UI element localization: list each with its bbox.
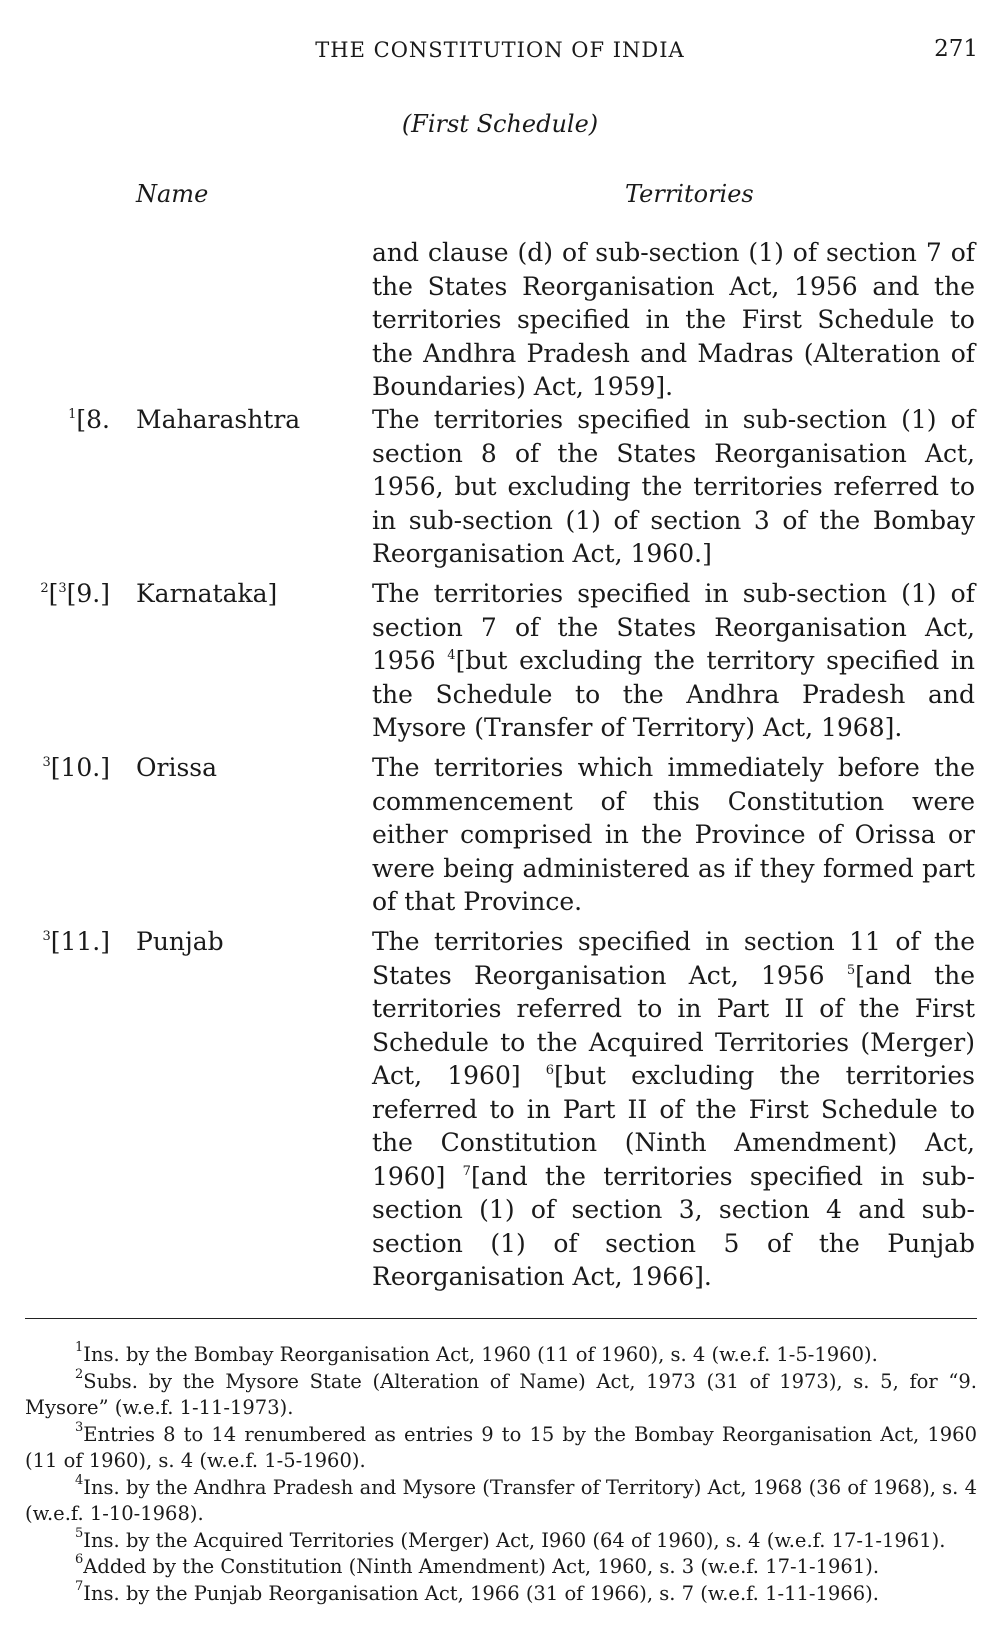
footnote-marker: 2 (40, 581, 49, 596)
footnote-mark: 3 (75, 1419, 84, 1435)
footnote-marker: 1 (68, 407, 77, 422)
footnote-marker: 6 (545, 1063, 555, 1078)
territories-text-part: [and the territories referred to in Part II of the First Schedule to the Acquired Territories (Merger) Act, 1960] (372, 960, 976, 1090)
column-header-name: Name (136, 180, 209, 208)
footnote-divider (25, 1318, 977, 1319)
footnote-mark: 6 (75, 1552, 84, 1567)
state-name: Maharashtra (136, 405, 301, 434)
page-number: 271 (934, 36, 978, 62)
entry-number (20, 925, 110, 959)
territories-text (372, 577, 975, 745)
running-header-title: THE CONSTITUTION OF INDIA (315, 38, 685, 62)
territories-text: The territories which immediately before the commencement of this Constitution were either comprised in the Province of Orissa or were being administered as if they formed part of that Province. (372, 753, 975, 916)
footnote-text: Entries 8 to 14 renumbered as entries 9 to 15 by the Bombay Reorganisation Act, 1960 (11 of 1960), s. 4 (w.e.f. 1-5-1960). (25, 1422, 977, 1472)
footnote-mark: 1 (75, 1340, 84, 1355)
footnote-text: Ins. by the Acquired Territories (Merger) Act, I960 (64 of 1960), s. 4 (w.e.f. 17-1-1961). (83, 1528, 946, 1552)
footnote-marker: 3 (42, 929, 51, 944)
state-name: Punjab (136, 927, 224, 956)
schedule-label: (First Schedule) (401, 110, 599, 138)
entry-number-text: [10.] (50, 753, 110, 782)
footnote-text: Subs. by the Mysore State (Alteration of Name) Act, 1973 (31 of 1973), s. 5, for “9. Mysore” (w.e.f. 1-11-1973). (25, 1369, 977, 1419)
state-name: Orissa (136, 753, 218, 782)
entry-number-bracket: [ (48, 579, 59, 608)
footnote-text: Ins. by the Andhra Pradesh and Mysore (Transfer of Territory) Act, 1968 (36 of 1968), s. 4 (w.e.f. 1-10-1968). (25, 1475, 977, 1525)
footnote (25, 1578, 977, 1608)
footnote-mark: 7 (75, 1578, 84, 1594)
footnote (25, 1554, 977, 1581)
running-header (0, 38, 1000, 68)
entry-number-text: [8. (76, 405, 110, 434)
footnote (25, 1419, 977, 1475)
footnote-marker: 3 (58, 581, 67, 596)
footnote-mark: 4 (75, 1472, 84, 1488)
footnote-mark: 5 (75, 1525, 84, 1541)
entry-number-text: [11.] (50, 927, 110, 956)
footnote-marker: 7 (462, 1163, 471, 1179)
territories-text (372, 925, 975, 1294)
entry-number-text: [9.] (66, 579, 110, 608)
column-header-territories: Territories (625, 180, 754, 208)
footnote-mark: 2 (75, 1366, 84, 1382)
territories-text-part: The territories specified in section 11 of the States Reorganisation Act, 1956 (372, 927, 975, 990)
footnote-text: Ins. by the Bombay Reorganisation Act, 1960 (11 of 1960), s. 4 (w.e.f. 1-5-1960). (83, 1343, 878, 1366)
footnote (25, 1525, 977, 1555)
continuation-text: and clause (d) of sub-section (1) of section 7 of the States Reorganisation Act, 1956 and the territories specified in the First Schedule to the Andhra Pradesh and Madras (Alteration of Boundaries) Act, 1959]. (372, 238, 975, 401)
entry-number (20, 751, 110, 785)
footnote-text: Added by the Constitution (Ninth Amendment) Act, 1960, s. 3 (w.e.f. 17-1-1961). (83, 1555, 880, 1578)
footnotes (25, 1342, 977, 1607)
territories-text-part: The territories specified in sub-section (1) of section 7 of the States Reorganisation Act, 1956 (372, 579, 975, 675)
footnote-marker: 3 (42, 755, 51, 770)
entry-number (20, 403, 110, 437)
territories-text: The territories specified in sub-section (1) of section 8 of the States Reorganisation Act, 1956, but excluding the territories referred to in sub-section (1) of section 3 of the Bombay Reorganisation Act, 1960.] (372, 405, 975, 568)
footnote (25, 1366, 977, 1422)
entry-number (20, 577, 110, 611)
state-name: Karnataka] (136, 579, 278, 608)
footnote-text: Ins. by the Punjab Reorganisation Act, 1966 (31 of 1966), s. 7 (w.e.f. 1-11-1966). (83, 1581, 879, 1605)
territories-text-part: [and the territories specified in sub-section (1) of section 3, section 4 and sub-section (1) of section 5 of the Punjab Reorganisation Act, 1966]. (372, 1161, 975, 1291)
territories-text-part: [but excluding the territory specified in the Schedule to the Andhra Pradesh and Mysore (Transfer of Territory) Act, 1968]. (372, 646, 975, 742)
footnote (25, 1342, 977, 1369)
footnote-marker: 4 (447, 648, 456, 663)
territories-text-part: [but excluding the territories referred to in Part II of the First Schedule to the Constitution (Ninth Amendment) Act, 1960] (372, 1061, 975, 1191)
footnote (25, 1472, 977, 1528)
footnote-marker: 5 (846, 962, 856, 978)
